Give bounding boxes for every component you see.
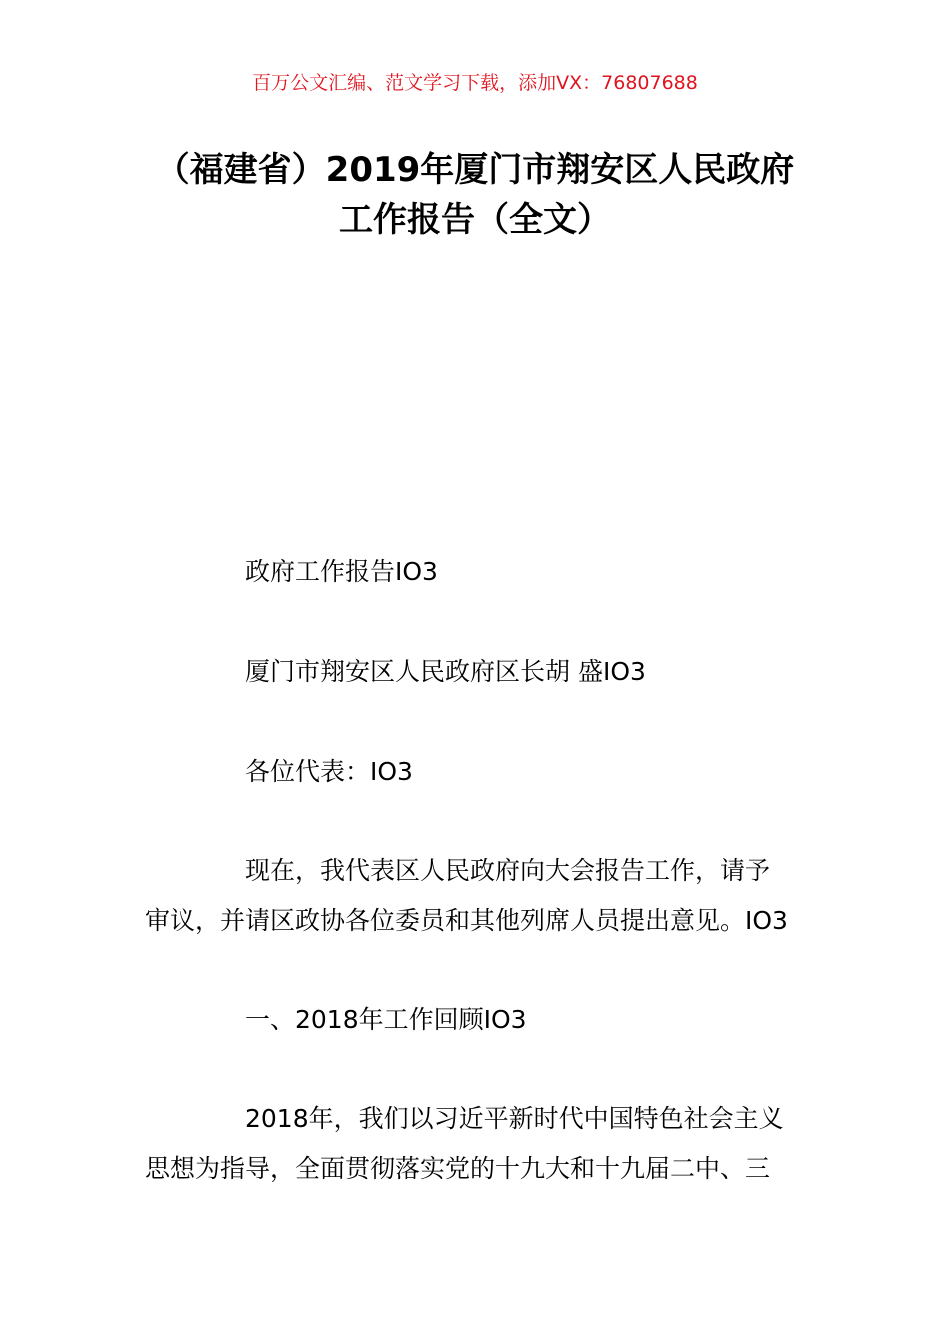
paragraph-intro-line-2: 审议，并请区政协各位委员和其他列席人员提出意见。IO3 bbox=[145, 906, 788, 935]
paragraph-review-line-1: 2018年，我们以习近平新时代中国特色社会主义 bbox=[245, 1104, 784, 1133]
paragraph-review-line-2: 思想为指导，全面贯彻落实党的十九大和十九届二中、三 bbox=[145, 1154, 771, 1183]
paragraph-salutation: 各位代表：IO3 bbox=[245, 757, 413, 786]
header-note: 百万公文汇编、范文学习下载，添加VX：76807688 bbox=[252, 72, 698, 94]
section-heading-review: 一、2018年工作回顾IO3 bbox=[245, 1005, 527, 1034]
document-title-line-2: 工作报告（全文） bbox=[339, 200, 611, 240]
paragraph-intro-line-1: 现在，我代表区人民政府向大会报告工作，请予 bbox=[245, 856, 771, 885]
paragraph-report-heading: 政府工作报告IO3 bbox=[245, 557, 438, 586]
paragraph-author: 厦门市翔安区人民政府区长胡 盛IO3 bbox=[245, 657, 646, 686]
document-title-line-1: （福建省）2019年厦门市翔安区人民政府 bbox=[155, 150, 795, 190]
